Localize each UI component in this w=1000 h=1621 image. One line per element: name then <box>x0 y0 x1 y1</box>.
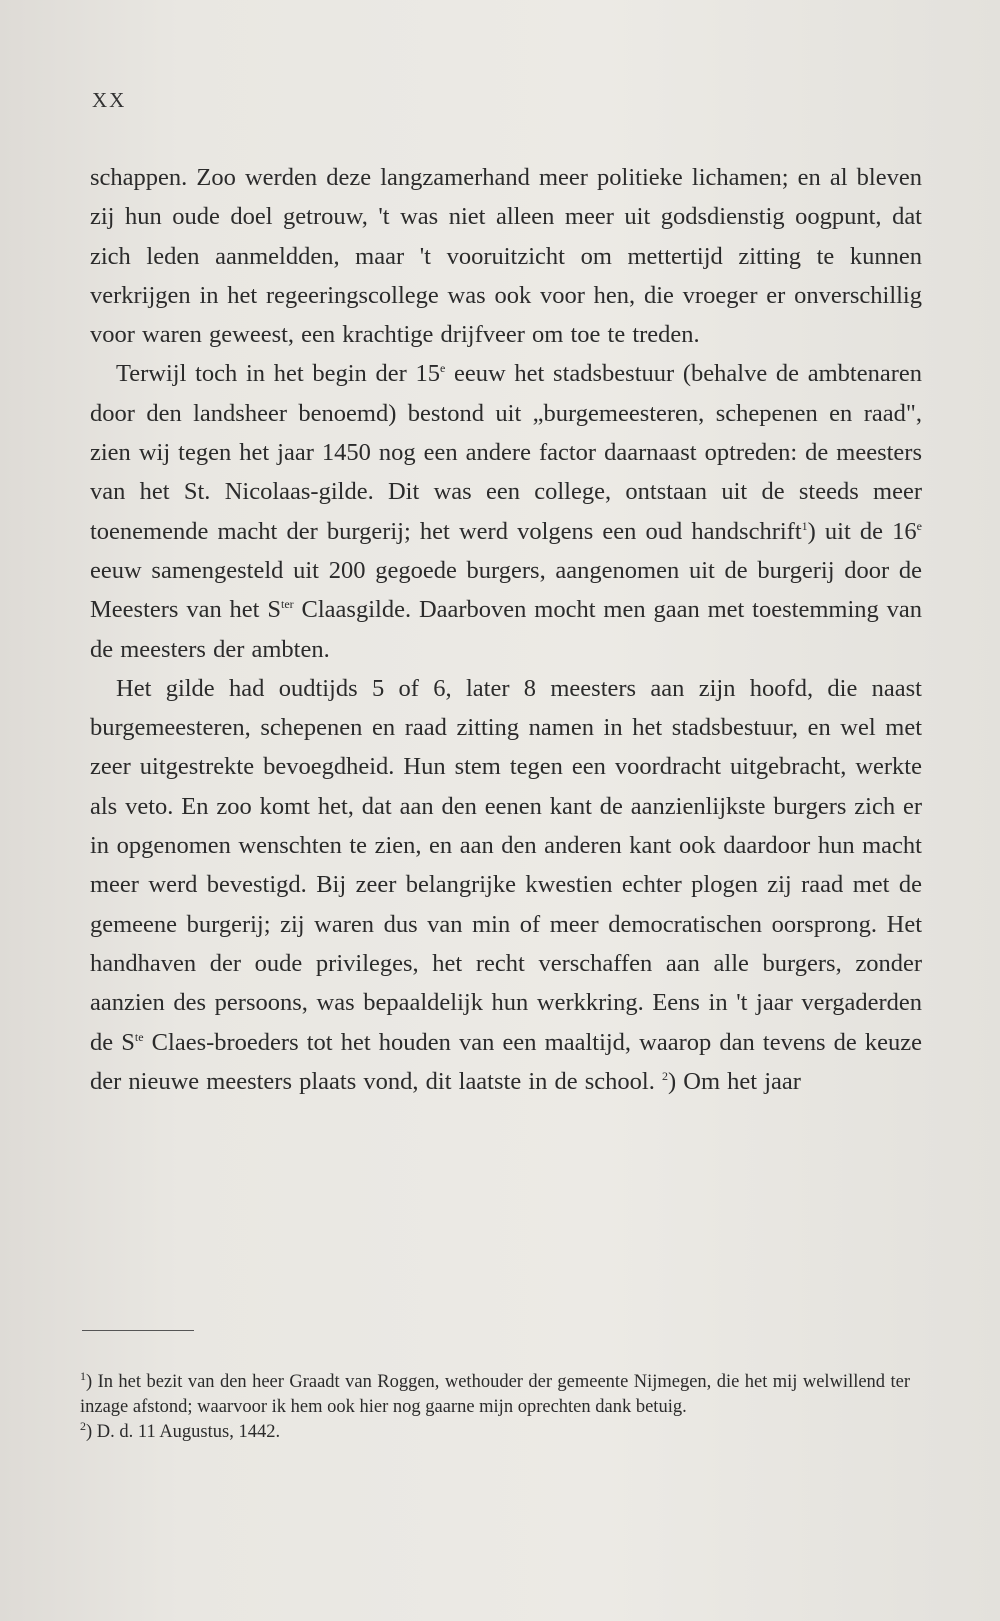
paragraph-3-text-b: Claes-broeders tot het houden van een maaltijd, waarop dan tevens de keuze der nieuwe meesters plaats vond, dit laatste in de school. <box>90 1028 922 1095</box>
footnote-2-text: ) D. d. 11 Augustus, 1442. <box>86 1422 281 1442</box>
footnotes <box>80 1370 910 1445</box>
paragraph-3-text-a: Het gilde had oudtijds 5 of 6, later 8 meesters aan zijn hoofd, die naast burgemeesteren, schepenen en raad zitting namen in het stadsbestuur, en wel met zeer uitgestrekte bevoegdheid. Hun stem tegen een voordracht uitgebracht, werkte als veto. En zoo komt het, dat aan den eenen kant de aanzienlijkste burgers zich er in opgenomen wenschten te zien, en aan den anderen kant ook daardoor hun macht meer werd bevestigd. Bij zeer belangrijke kwestien echter plogen zij raad met de gemeene burgerij; zij waren dus van min of meer democratischen oorsprong. Het handhaven der oude privileges, het recht verschaffen aan alle burgers, zonder aanzien des persoons, was bepaaldelijk hun werkkring. Eens in 't jaar vergaderden de S <box>90 674 922 1056</box>
page-number: XX <box>92 88 127 112</box>
main-text <box>90 158 922 1101</box>
paragraph-2-text-e: Claasgilde. Daarboven mocht men gaan met toestemming van de meesters der ambten. <box>90 596 922 663</box>
footnote-1-text: ) In het bezit van den heer Graadt van Roggen, wethouder der gemeente Nijmegen, die het mij welwillend ter inzage afstond; waarvoor ik hem ook hier nog gaarne mijn oprechten dank betuig. <box>80 1372 910 1417</box>
paragraph-3 <box>90 669 922 1101</box>
superscript-e: e <box>439 361 446 376</box>
paragraph-2-text-d: eeuw samengesteld uit 200 gegoede burgers, aangenomen uit de burgerij door de Meesters van het S <box>90 556 922 624</box>
footnote-2 <box>80 1420 910 1445</box>
footnote-2-mark: 2 <box>80 1418 86 1433</box>
paragraph-2-text-a: Terwijl toch in het begin der 15 <box>116 360 440 388</box>
superscript-te: te <box>134 1029 144 1044</box>
paragraph-3-text-c: ) Om het jaar <box>667 1067 801 1095</box>
paragraph-2-text-b: eeuw het stadsbestuur (behalve de ambtenaren door den landsheer benoemd) bestond uit „burgemeesteren, schepenen en raad", zien wij tegen het jaar 1450 nog een andere factor daarnaast optreden: de meesters van het St. Nicolaas-gilde. Dit was een college, ontstaan uit de steeds meer toenemende macht der burgerij; het werd volgens een oud handschrift <box>90 360 922 545</box>
footnote-1 <box>80 1370 910 1420</box>
superscript-ter: ter <box>281 597 294 612</box>
footnote-1-mark: 1 <box>80 1368 86 1383</box>
superscript-e: e <box>916 518 922 533</box>
paragraph-1-text: schappen. Zoo werden deze langzamerhand meer politieke lichamen; en al bleven zij hun oude doel getrouw, 't was niet alleen meer uit godsdienstig oogpunt, dat zich leden aanmeldden, maar 't vooruitzicht om mettertijd zitting te kunnen verkrijgen in het regeeringscollege was ook voor hen, die vroeger er onverschillig voor waren geweest, een krachtige drijfveer om toe te treden. <box>90 164 922 349</box>
footnote-divider <box>82 1330 194 1331</box>
footnote-ref-2: 2 <box>661 1068 668 1083</box>
footnote-ref-1: 1 <box>801 518 808 533</box>
paragraph-1 <box>90 158 922 354</box>
paragraph-2-text-c: ) uit de 16 <box>807 517 917 545</box>
paragraph-2 <box>90 354 922 668</box>
